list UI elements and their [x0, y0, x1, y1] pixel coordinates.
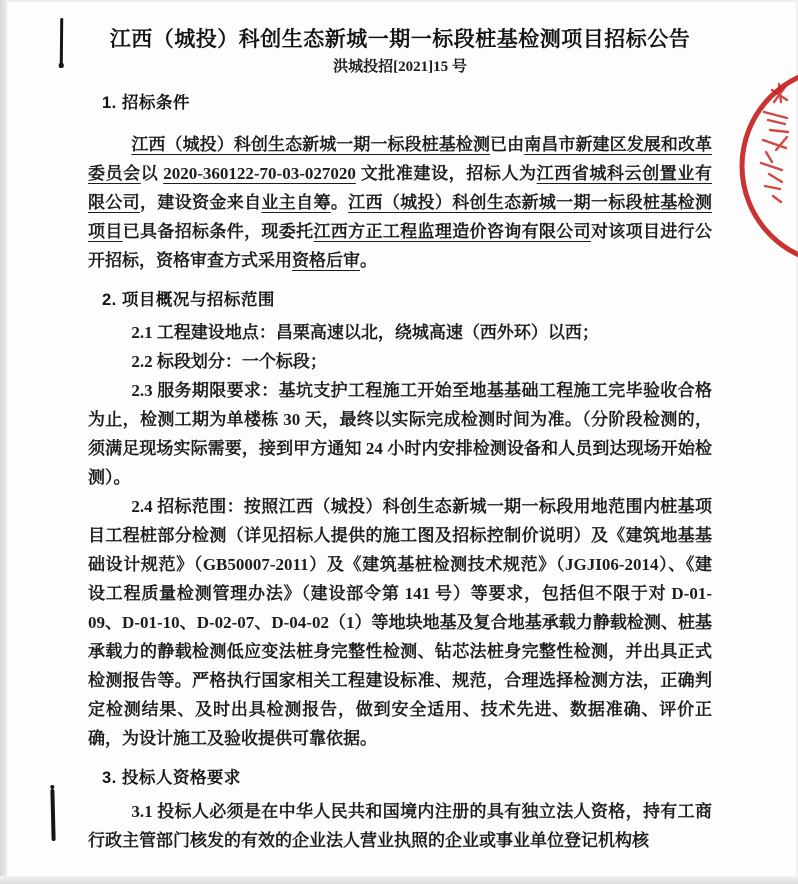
scan-artifact-mark-top: [60, 18, 64, 66]
red-seal-stamp: [726, 60, 798, 272]
section-1-paragraph: [88, 130, 712, 275]
text-segment: 文批准建设，招标人为: [355, 164, 537, 183]
clause-3-1: 3.1 投标人必须是在中华人民共和国境内注册的具有独立法人资格，持有工商行政主管部门核发的有效的企业法人营业执照的企业或事业单位登记机构核: [88, 802, 712, 850]
section-1-heading: 1. 招标条件: [102, 94, 190, 112]
scan-edge-left: [0, 0, 7, 884]
section-3-heading: 3. 投标人资格要求: [102, 769, 241, 787]
clause-2-1: 2.1 工程建设地点：昌栗高速以北，绕城高速（西外环）以西；: [131, 323, 599, 342]
underlined-text-segment: 南昌市新建区发展和改革委员会: [88, 135, 713, 183]
underlined-text-segment: 江西方正工程监理造价咨询有限公司: [313, 222, 591, 241]
underlined-text-segment: 江西（城投）科创生态新城一期一标段桩基检测项目: [88, 193, 713, 241]
text-segment: 已由: [490, 135, 525, 154]
underlined-text-segment: 江西（城投）科创生态新城一期一标段桩基检测: [131, 135, 491, 154]
underlined-text-segment: 江西省城科云创置业有限公司: [88, 164, 712, 212]
underlined-text-segment: 2020-360122-70-03-027020: [163, 164, 356, 183]
section-2-heading: 2. 项目概况与招标范围: [102, 291, 275, 309]
underlined-text-segment: 资格后审: [292, 251, 360, 270]
red-seal-graphic: [726, 60, 798, 272]
seal-illegible-marks: [761, 84, 788, 202]
clause-2-3: 2.3 服务期限要求：基坑支护工程施工开始至地基基础工程施工完毕验收合格为止，检测工期为单楼栋 30 天，最终以实际完成检测时间为准。（分阶段检测的，须满足现场实际需要，接到甲方通知 24 小时内安排检测设备和人员到达现场开始检测）。: [88, 381, 712, 487]
text-segment: 以: [140, 164, 164, 183]
text-segment: 对该项目进行公开招标，资格审查方式采用: [88, 222, 713, 270]
document-number: 洪城投招[2021]15 号: [333, 59, 467, 75]
text-segment: 。: [360, 251, 377, 270]
text-segment: 已具备招标条件，现委托: [122, 222, 314, 241]
text-segment: 。: [330, 193, 349, 212]
scan-edge-top: [0, 0, 798, 2]
scan-edge-bottom: [0, 876, 798, 884]
page-title: 江西（城投）科创生态新城一期一标段桩基检测项目招标公告: [109, 28, 691, 51]
clause-2-2: 2.2 标段划分：一个标段；: [131, 352, 327, 371]
document-body: [88, 26, 712, 855]
text-segment: ，建设资金来自: [140, 193, 262, 212]
clause-2-4: 2.4 招标范围：按照江西（城投）科创生态新城一期一标段用地范围内桩基项目工程桩部分检测（详见招标人提供的施工图及招标控制价说明）及《建筑地基基础设计规范》（GB50007-2011）及《建筑基桩检测技术规范》（JGJI06-2014）、《建设工程质量检测管理办法》（建设部令第 141 号）等要求，包括但不限于对 D-01-09、D-01-10、D-02-07、D-04-02（1）等地块地基及复合地基承载力静载检测、桩基承载力的静载检测低应变法桩身完整性检测、钻芯法桩身完整性检测，并出具正式检测报告等。严格执行国家相关工程建设标准、规范，合理选择检测方法，正确判定检测结果、及时出具检测报告，做到安全适用、技术先进、数据准确、评价正确，为设计施工及验收提供可靠依据。: [88, 497, 712, 748]
scan-artifact-mark-bottom: [50, 789, 55, 841]
underlined-text-segment: 业主自筹: [261, 193, 331, 212]
